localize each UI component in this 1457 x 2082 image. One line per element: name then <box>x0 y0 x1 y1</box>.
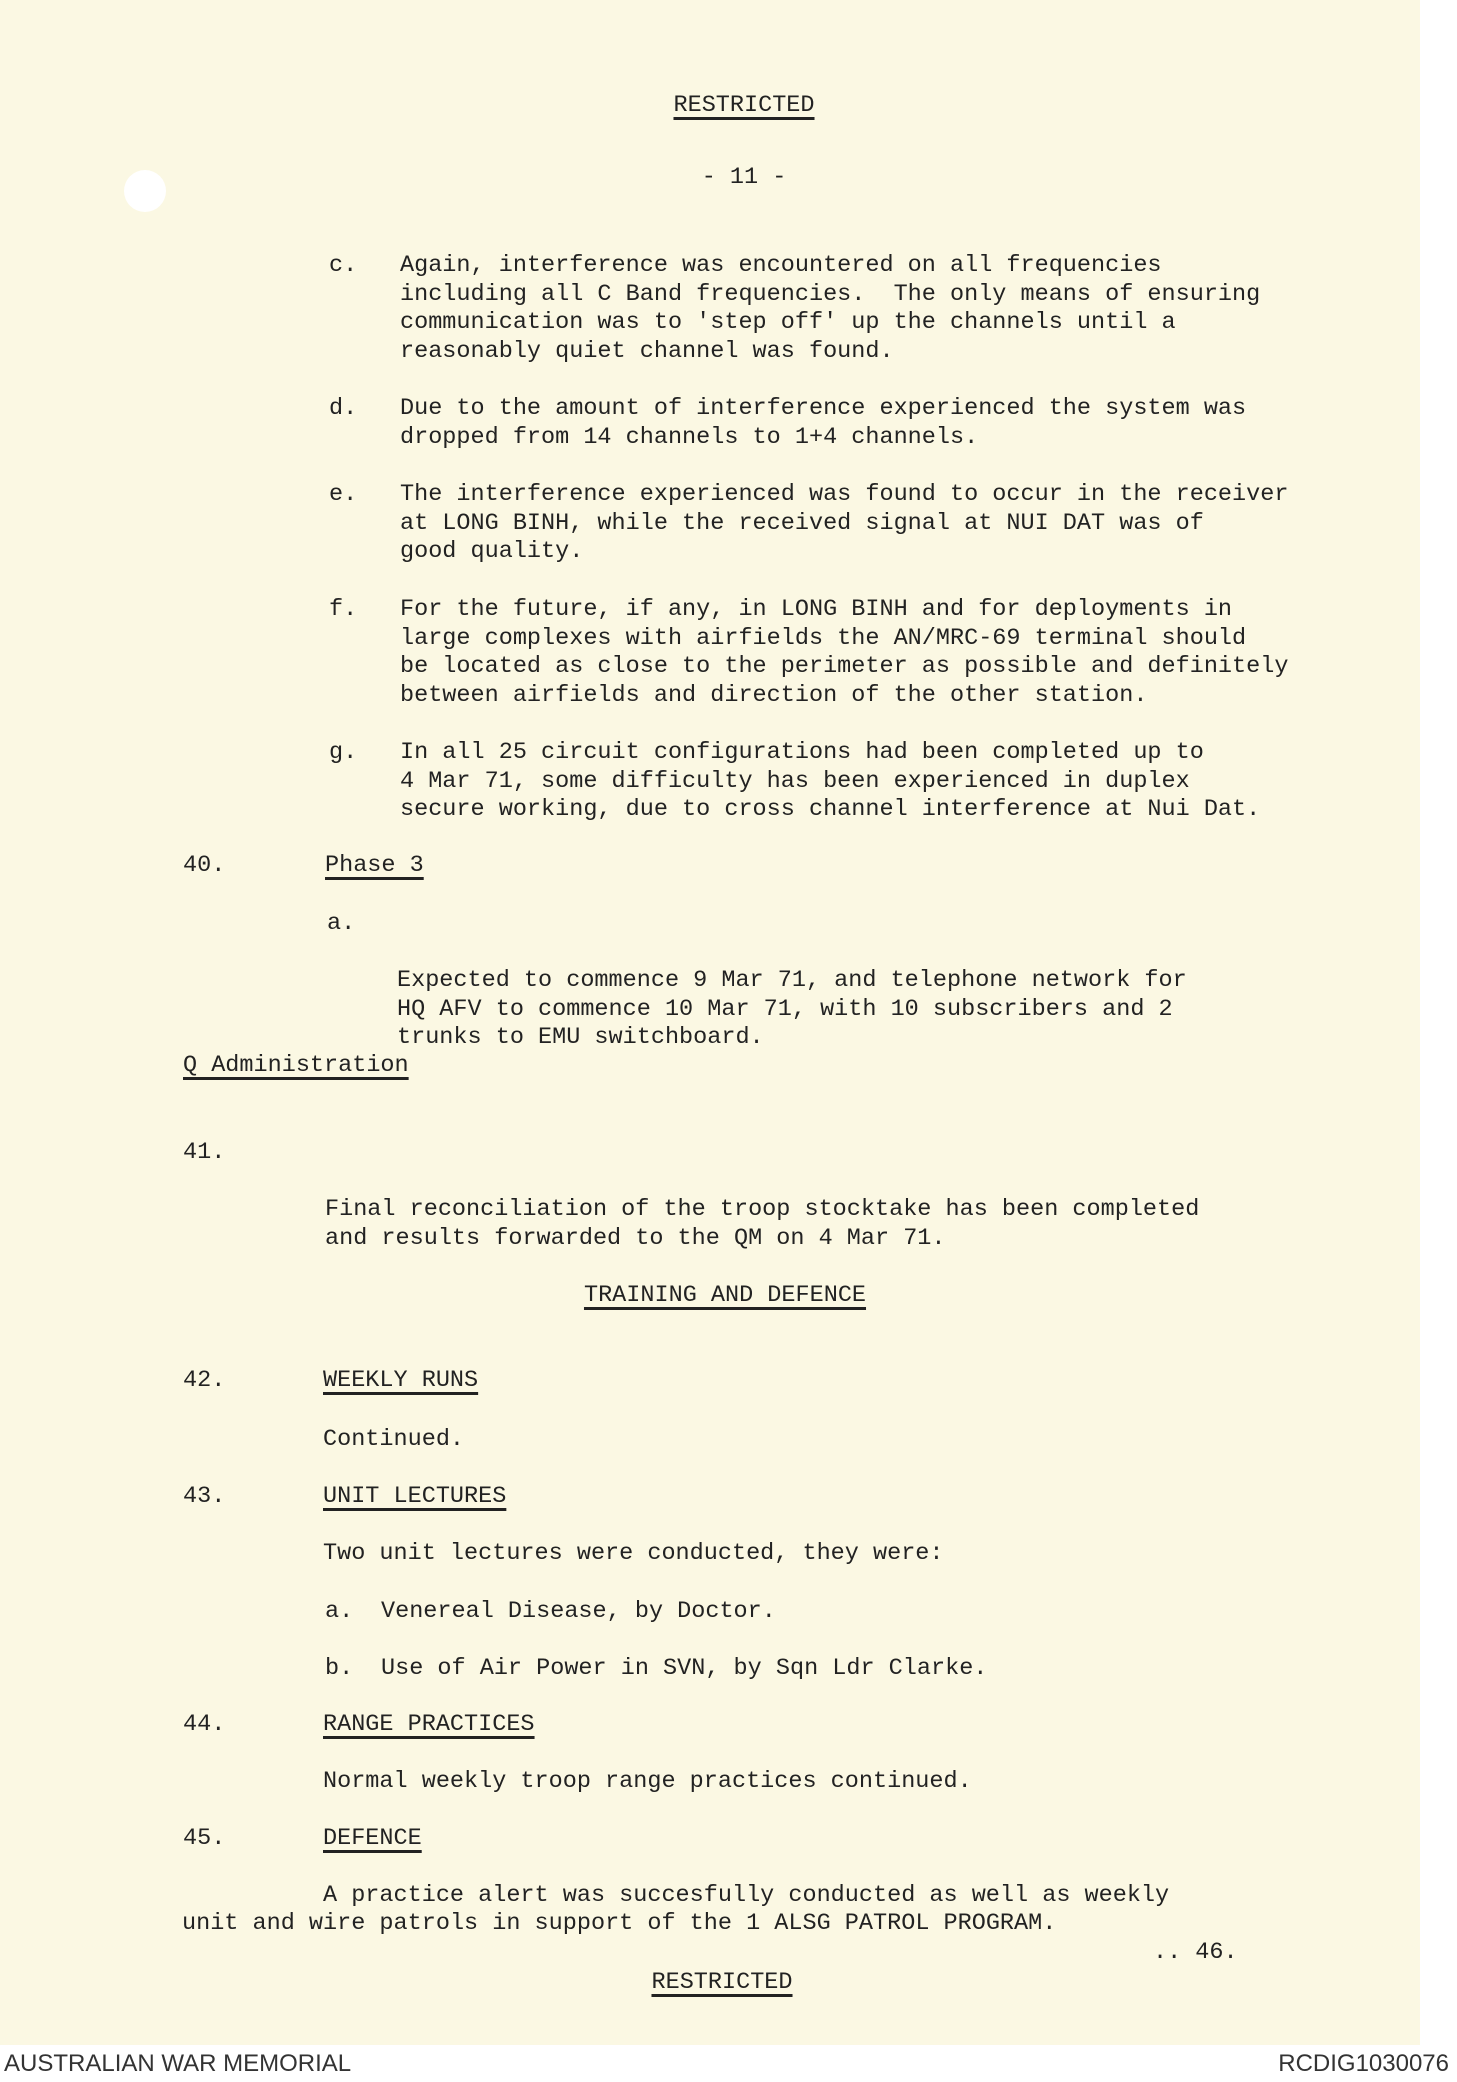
para-heading: RANGE PRACTICES <box>323 1711 535 1738</box>
para-text: Two unit lectures were conducted, they were: <box>323 1540 944 1567</box>
item-text: In all 25 circuit configurations had been completed up to 4 Mar 71, some difficulty has been experienced in duplex secure working, due to cross channel interference at Nui Dat. <box>400 739 1261 824</box>
archive-label: AUSTRALIAN WAR MEMORIAL <box>4 2050 352 2077</box>
page-number: - 11 - <box>701 164 787 191</box>
para-text: Continued. <box>323 1426 465 1453</box>
para-number: 45. <box>183 1825 226 1852</box>
item-text: Venereal Disease, by Doctor. <box>381 1598 776 1625</box>
classification-footer: RESTRICTED <box>651 1969 793 1996</box>
item-label: a. <box>327 910 356 937</box>
para-heading: WEEKLY RUNS <box>323 1367 479 1394</box>
item-label: a. <box>325 1598 354 1625</box>
item-label: e. <box>329 481 358 508</box>
para-text: Normal weekly troop range practices continued. <box>323 1768 972 1795</box>
item-text: Again, interference was encountered on all frequencies including all C Band frequencies. The only means of ensuring communication was to 'step off' up the channels until a reasonably quiet channel was found. <box>400 252 1261 365</box>
item-label: g. <box>329 739 358 766</box>
punch-hole <box>124 170 166 212</box>
archive-id: RCDIG1030076 <box>1278 2050 1449 2077</box>
para-number: 42. <box>183 1367 226 1394</box>
q-administration-heading: Q Administration <box>183 1052 409 1079</box>
item-label: b. <box>325 1655 354 1682</box>
para-text: unit and wire patrols in support of the 1 ALSG PATROL PROGRAM. <box>182 1910 1057 1937</box>
para-40-a-text: Expected to commence 9 Mar 71, and telephone network for HQ AFV to commence 10 Mar 71, with 10 subscribers and 2 trunks to EMU switchboard. <box>397 967 1187 1052</box>
para-text: A practice alert was succesfully conducted as well as weekly <box>323 1882 1170 1909</box>
para-number: 41. <box>183 1139 226 1166</box>
para-heading: DEFENCE <box>323 1825 422 1852</box>
item-text: The interference experienced was found to occur in the receiver at LONG BINH, while the received signal at NUI DAT was of good quality. <box>400 481 1289 566</box>
para-41-text: Final reconciliation of the troop stocktake has been completed and results forwarded to the QM on 4 Mar 71. <box>325 1196 1200 1252</box>
item-text: Due to the amount of interference experienced the system was dropped from 14 channels to 1+4 channels. <box>400 395 1247 451</box>
item-label: d. <box>329 395 358 422</box>
para-number: 40. <box>183 852 226 879</box>
para-number: 43. <box>183 1483 226 1510</box>
item-label: f. <box>329 596 358 623</box>
para-heading: UNIT LECTURES <box>323 1483 507 1510</box>
item-text: Use of Air Power in SVN, by Sqn Ldr Clarke. <box>381 1655 988 1682</box>
continuation-marker: .. 46. <box>1153 1939 1238 1966</box>
section-heading: TRAINING AND DEFENCE <box>583 1282 867 1309</box>
classification-header: RESTRICTED <box>673 92 815 119</box>
para-number: 44. <box>183 1711 226 1738</box>
para-heading: Phase 3 <box>325 852 424 879</box>
item-text: For the future, if any, in LONG BINH and for deployments in large complexes with airfields the AN/MRC-69 terminal should be located as close to the perimeter as possible and definitely between airfields and direction of the other station. <box>400 596 1289 709</box>
item-label: c. <box>329 252 358 279</box>
